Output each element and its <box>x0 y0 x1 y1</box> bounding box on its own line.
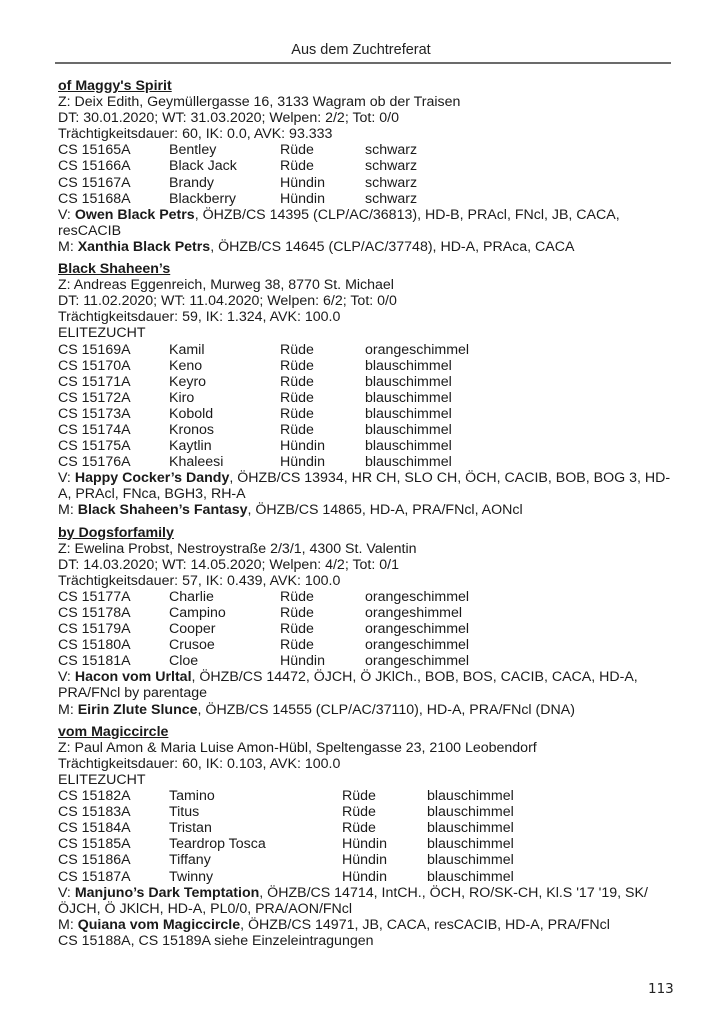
puppy-color: blauschimmel <box>427 788 514 805</box>
litter-section <box>58 724 678 949</box>
puppy-color: blauschimmel <box>365 389 452 406</box>
puppy-name: Kaytlin <box>169 438 212 455</box>
puppy-row <box>58 158 678 174</box>
puppy-color: schwarz <box>365 158 418 175</box>
sire-details: , ÖHZB/CS 13934, HR CH, SLO CH, ÖCH, CACIB, BOB, BOG 3, HD-A, PRAcl, FNca, BGH3, RH-A <box>58 470 671 503</box>
puppy-color: blauschimmel <box>365 421 452 438</box>
puppy-name: Crusoe <box>169 637 215 654</box>
puppy-row <box>58 142 678 158</box>
puppy-id: CS 15183A <box>58 804 131 821</box>
puppy-table <box>58 788 678 885</box>
puppy-id: CS 15166A <box>58 158 131 175</box>
puppy-sex: Hündin <box>342 836 387 853</box>
litter-section <box>58 525 678 718</box>
puppy-name: Cooper <box>169 621 216 638</box>
puppy-sex: Rüde <box>280 405 314 422</box>
puppy-id: CS 15169A <box>58 341 131 358</box>
puppy-color: blauschimmel <box>427 852 514 869</box>
puppy-id: CS 15181A <box>58 653 131 670</box>
puppy-row <box>58 852 678 868</box>
page-number: 113 <box>648 981 674 997</box>
puppy-sex: Rüde <box>342 804 376 821</box>
dam-name: Xanthia Black Petrs <box>77 238 211 255</box>
puppy-row <box>58 621 678 637</box>
puppy-table <box>58 589 678 669</box>
litter-section <box>58 78 678 255</box>
puppy-sex: Rüde <box>342 788 376 805</box>
puppy-name: Khaleesi <box>169 454 224 471</box>
breeder-info: Z: Paul Amon & Maria Luise Amon-Hübl, Speltengasse 23, 2100 Leobendorf <box>58 739 537 756</box>
puppy-sex: Hündin <box>280 190 325 207</box>
litter-list <box>58 78 678 955</box>
puppy-id: CS 15178A <box>58 605 131 621</box>
sire-prefix: V: <box>58 470 75 487</box>
sire-details: , ÖHZB/CS 14472, ÖJCH, Ö JKlCh., BOB, BOS, CACIB, CACA, HD-A, PRA/FNcl by parentage <box>58 669 638 702</box>
elite-note: ELITEZUCHT <box>58 771 146 788</box>
puppy-table <box>58 142 678 206</box>
footnote: CS 15188A, CS 15189A siehe Einzeleintragungen <box>58 932 374 949</box>
kennel-name: Black Shaheen’s <box>58 261 171 278</box>
puppy-id: CS 15165A <box>58 142 131 159</box>
puppy-name: Blackberry <box>169 190 237 207</box>
puppy-row <box>58 804 678 820</box>
puppy-row <box>58 342 678 358</box>
puppy-sex: Rüde <box>280 357 314 374</box>
puppy-sex: Rüde <box>280 605 314 621</box>
puppy-id: CS 15186A <box>58 852 131 869</box>
puppy-sex: Hündin <box>280 653 325 670</box>
puppy-row <box>58 653 678 669</box>
sire-prefix: V: <box>58 669 75 686</box>
puppy-id: CS 15177A <box>58 588 131 605</box>
puppy-id: CS 15167A <box>58 174 131 191</box>
dam-prefix: M: <box>58 238 78 255</box>
puppy-color: blauschimmel <box>365 405 452 422</box>
puppy-sex: Rüde <box>280 142 314 159</box>
puppy-id: CS 15184A <box>58 820 131 837</box>
sire-name: Hacon vom Urltal <box>74 669 192 686</box>
puppy-sex: Hündin <box>342 852 387 869</box>
puppy-color: orangeschimmel <box>365 653 470 670</box>
puppy-color: blauschimmel <box>427 868 514 885</box>
dam-details: , ÖHZB/CS 14865, HD-A, PRA/FNcl, AONcl <box>247 502 523 519</box>
dam-line <box>58 502 678 518</box>
puppy-sex: Hündin <box>342 868 387 885</box>
puppy-name: Tristan <box>169 820 212 837</box>
dam-name: Eirin Zlute Slunce <box>77 701 198 718</box>
puppy-name: Teardrop Tosca <box>169 836 266 853</box>
sire-name: Happy Cocker’s Dandy <box>74 470 230 487</box>
dam-prefix: M: <box>58 916 78 933</box>
sire-name: Manjuno’s Dark Temptation <box>74 884 260 901</box>
puppy-name: Bentley <box>169 142 217 159</box>
breeder-info: Z: Ewelina Probst, Nestroystraße 2/3/1, 4300 St. Valentin <box>58 540 417 557</box>
puppy-id: CS 15175A <box>58 438 131 455</box>
puppy-row <box>58 820 678 836</box>
dam-name: Quiana vom Magiccircle <box>77 916 241 933</box>
puppy-name: Tamino <box>169 788 215 805</box>
litter-dates: DT: 11.02.2020; WT: 11.04.2020; Welpen: 6/2; Tot: 0/0 <box>58 293 397 310</box>
puppy-row <box>58 637 678 653</box>
litter-dates: DT: 30.01.2020; WT: 31.03.2020; Welpen: 2/2; Tot: 0/0 <box>58 110 399 127</box>
dam-details: , ÖHZB/CS 14645 (CLP/AC/37748), HD-A, PRAca, CACA <box>210 238 575 255</box>
puppy-sex: Rüde <box>280 637 314 654</box>
puppy-id: CS 15182A <box>58 788 131 805</box>
puppy-sex: Hündin <box>280 454 325 471</box>
puppy-name: Kamil <box>169 341 205 358</box>
litter-dates: DT: 14.03.2020; WT: 14.05.2020; Welpen: 4/2; Tot: 0/1 <box>58 556 399 573</box>
puppy-name: Keyro <box>169 373 207 390</box>
puppy-row <box>58 454 678 470</box>
puppy-row <box>58 390 678 406</box>
breeder-info: Z: Deix Edith, Geymüllergasse 16, 3133 Wagram ob der Traisen <box>58 94 461 111</box>
puppy-name: Kiro <box>169 389 195 406</box>
sire-name: Owen Black Petrs <box>74 206 195 223</box>
puppy-color: blauschimmel <box>365 357 452 374</box>
puppy-color: blauschimmel <box>427 836 514 853</box>
puppy-name: Brandy <box>169 174 214 191</box>
puppy-id: CS 15168A <box>58 190 131 207</box>
puppy-sex: Rüde <box>280 341 314 358</box>
puppy-id: CS 15185A <box>58 836 131 853</box>
puppy-color: schwarz <box>365 190 418 207</box>
puppy-color: orangeschimmel <box>365 637 470 654</box>
sire-details: , ÖHZB/CS 14714, IntCH., ÖCH, RO/SK-CH, Kl.S '17 '19, SK/ÖJCH, Ö JKlCH, HD-A, PL0/0, PRA/AON/FNcl <box>58 884 648 917</box>
litter-stats: Trächtigkeitsdauer: 59, IK: 1.324, AVK: 100.0 <box>58 309 341 326</box>
litter-stats: Trächtigkeitsdauer: 57, IK: 0.439, AVK: 100.0 <box>58 572 341 589</box>
puppy-name: Kronos <box>169 421 214 438</box>
dam-name: Black Shaheen’s Fantasy <box>77 502 248 519</box>
puppy-sex: Hündin <box>280 174 325 191</box>
litter-stats: Trächtigkeitsdauer: 60, IK: 0.103, AVK: 100.0 <box>58 755 341 772</box>
puppy-id: CS 15187A <box>58 868 131 885</box>
breeder-info: Z: Andreas Eggenreich, Murweg 38, 8770 St. Michael <box>58 277 394 294</box>
puppy-color: blauschimmel <box>427 820 514 837</box>
litter-section <box>58 261 678 519</box>
header-divider <box>55 62 671 64</box>
dam-details: , ÖHZB/CS 14971, JB, CACA, resCACIB, HD-A, PRA/FNcl <box>240 916 610 933</box>
puppy-id: CS 15180A <box>58 637 131 654</box>
puppy-row <box>58 175 678 191</box>
puppy-color: blauschimmel <box>365 373 452 390</box>
dam-details: , ÖHZB/CS 14555 (CLP/AC/37110), HD-A, PRA/FNcl (DNA) <box>197 701 575 718</box>
sire-line <box>58 470 678 502</box>
dam-prefix: M: <box>58 701 78 718</box>
puppy-id: CS 15170A <box>58 357 131 374</box>
puppy-name: Campino <box>169 605 226 621</box>
puppy-row <box>58 191 678 207</box>
puppy-table <box>58 342 678 471</box>
puppy-row <box>58 358 678 374</box>
puppy-color: schwarz <box>365 174 418 191</box>
puppy-id: CS 15176A <box>58 454 131 471</box>
puppy-sex: Hündin <box>280 438 325 455</box>
dam-line <box>58 917 678 933</box>
puppy-id: CS 15179A <box>58 621 131 638</box>
puppy-name: Tiffany <box>169 852 211 869</box>
puppy-name: Keno <box>169 357 203 374</box>
puppy-color: blauschimmel <box>365 454 452 471</box>
dam-prefix: M: <box>58 502 78 519</box>
puppy-sex: Rüde <box>280 421 314 438</box>
page-header-title: Aus dem Zuchtreferat <box>291 42 431 58</box>
puppy-color: schwarz <box>365 142 418 159</box>
puppy-sex: Rüde <box>280 588 314 605</box>
kennel-name: of Maggy's Spirit <box>58 78 172 94</box>
puppy-row <box>58 438 678 454</box>
puppy-row <box>58 406 678 422</box>
kennel-name: by Dogsforfamily <box>58 524 174 541</box>
puppy-name: Black Jack <box>169 158 237 175</box>
puppy-color: orangeschimmel <box>365 621 470 638</box>
puppy-sex: Rüde <box>280 621 314 638</box>
puppy-row <box>58 869 678 885</box>
puppy-name: Titus <box>169 804 200 821</box>
puppy-name: Kobold <box>169 405 214 422</box>
puppy-name: Charlie <box>169 588 214 605</box>
puppy-id: CS 15174A <box>58 421 131 438</box>
puppy-color: orangeschimmel <box>365 341 470 358</box>
puppy-color: blauschimmel <box>427 804 514 821</box>
puppy-sex: Rüde <box>280 158 314 175</box>
puppy-sex: Rüde <box>280 373 314 390</box>
puppy-row <box>58 788 678 804</box>
puppy-id: CS 15173A <box>58 405 131 422</box>
puppy-color: orangeshimmel <box>365 605 462 621</box>
puppy-row <box>58 605 678 621</box>
puppy-color: blauschimmel <box>365 438 452 455</box>
kennel-name: vom Magiccircle <box>58 723 169 740</box>
sire-prefix: V: <box>58 884 75 901</box>
dam-line <box>58 239 678 255</box>
puppy-row <box>58 836 678 852</box>
sire-prefix: V: <box>58 206 75 223</box>
sire-details: , ÖHZB/CS 14395 (CLP/AC/36813), HD-B, PRAcl, FNcl, JB, CACA, resCACIB <box>58 206 620 239</box>
puppy-row <box>58 422 678 438</box>
elite-note: ELITEZUCHT <box>58 325 146 342</box>
puppy-name: Twinny <box>169 868 214 885</box>
puppy-row <box>58 374 678 390</box>
sire-line <box>58 669 678 701</box>
puppy-sex: Rüde <box>280 389 314 406</box>
puppy-color: orangeschimmel <box>365 588 470 605</box>
puppy-id: CS 15171A <box>58 373 131 390</box>
puppy-id: CS 15172A <box>58 389 131 406</box>
sire-line <box>58 885 678 917</box>
litter-stats: Trächtigkeitsdauer: 60, IK: 0.0, AVK: 93.333 <box>58 126 333 143</box>
dam-line <box>58 702 678 718</box>
puppy-row <box>58 589 678 605</box>
puppy-name: Cloe <box>169 653 199 670</box>
puppy-sex: Rüde <box>342 820 376 837</box>
sire-line <box>58 207 678 239</box>
